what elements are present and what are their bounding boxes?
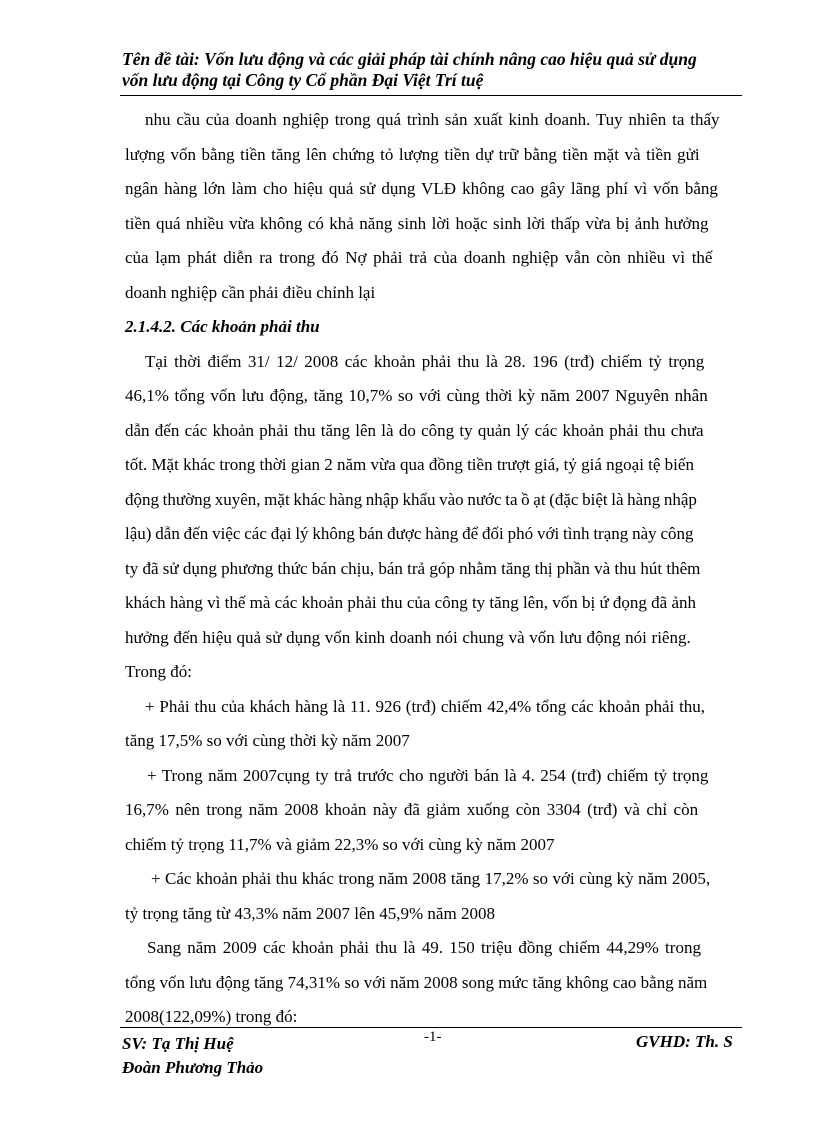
text-line: 16,7% nên trong năm 2008 khoản này đã giảm xuống còn 3304 (trđ) và chỉ còn [125,800,699,819]
paragraph-6 [125,931,737,1035]
paragraph-4 [125,759,737,863]
text-line: tăng 17,5% so với cùng thời kỳ năm 2007 [125,731,410,750]
text-line: Sang năm 2009 các khoản phải thu là 49. 150 triệu đồng chiếm 44,29% trong [147,938,701,957]
header-title-line-1: Tên đề tài: Vốn lưu động và các giải pháp tài chính nâng cao hiệu quả sử dụng [122,49,697,69]
header-rule [120,95,742,96]
text-line: 46,1% tổng vốn lưu động, tăng 10,7% so với cùng thời kỳ năm 2007 Nguyên nhân [125,386,708,405]
text-line: tổng vốn lưu động tăng 74,31% so với năm 2008 song mức tăng không cao bằng năm [125,972,708,992]
document-header [122,49,742,91]
text-line: động thường xuyên, mặt khác hàng nhập khẩu vào nước ta ồ ạt (đặc biệt là hàng nhập [125,489,697,509]
text-line: + Trong năm 2007cụng ty trả trước cho người bán là 4. 254 (trđ) chiếm tỷ trọng [147,765,709,785]
section-heading [125,310,737,345]
paragraph-1 [125,103,737,310]
heading-2-1-4-2: 2.1.4.2. Các khoản phải thu [125,317,320,336]
text-line: Trong đó: [125,662,192,681]
text-line: lậu) dẫn đến việc các đại lý không bán được hàng để đối phó với tình trạng này công [125,524,694,543]
footer-student [122,1032,263,1080]
text-line: + Phải thu của khách hàng là 11. 926 (trđ) chiếm 42,4% tổng các khoản phải thu, [145,696,706,716]
student-name-1: SV: Tạ Thị Huệ [122,1034,234,1053]
paragraph-5 [125,862,737,931]
footer-rule [120,1027,742,1028]
student-name-2: Đoàn Phương Thảo [122,1058,264,1077]
text-line: của lạm phát diễn ra trong đó Nợ phải trả của doanh nghiệp vẫn còn nhiều vì thế [125,248,713,267]
paragraph-3 [125,690,737,759]
paragraph-2 [125,345,737,690]
text-line: ty đã sử dụng phương thức bán chịu, bán trả góp nhằm tăng thị phần và thu hút thêm [125,558,701,578]
header-title-line-2: vốn lưu động tại Công ty Cổ phần Đại Việt Trí tuệ [122,70,484,90]
text-line: lượng vốn bằng tiền tăng lên chứng tỏ lượng tiền dự trữ bằng tiền mặt và tiền gửi [125,144,700,164]
text-line: doanh nghiệp cần phải điều chỉnh lại [125,282,376,302]
text-line: dẫn đến các khoản phải thu tăng lên là do công ty quản lý các khoản phải thu chưa [125,420,704,440]
text-line: khách hàng vì thế mà các khoản phải thu của công ty tăng lên, vốn bị ứ đọng đã ảnh [125,593,696,612]
text-line: 2008(122,09%) trong đó: [125,1007,298,1026]
page-body [125,103,737,1035]
text-line: tốt. Mặt khác trong thời gian 2 năm vừa qua đồng tiền trượt giá, tỷ giá ngoại tệ biến [125,455,694,474]
text-line: chiếm tỷ trọng 11,7% và giảm 22,3% so với cùng kỳ năm 2007 [125,834,555,854]
text-line: nhu cầu của doanh nghiệp trong quá trình sản xuất kinh doanh. Tuy nhiên ta thấy [145,110,720,129]
footer-advisor: GVHD: Th. S [636,1032,733,1051]
text-line: tiền quá nhiều vừa không có khả năng sinh lời hoặc sinh lời thấp vừa bị ảnh hưởng [125,213,709,233]
text-line: tỷ trọng tăng từ 43,3% năm 2007 lên 45,9% năm 2008 [125,903,495,923]
text-line: Tại thời điểm 31/ 12/ 2008 các khoản phải thu là 28. 196 (trđ) chiếm tỷ trọng [145,351,705,371]
page-number: -1- [424,1029,442,1045]
text-line: + Các khoản phải thu khác trong năm 2008 tăng 17,2% so với cùng kỳ năm 2005, [151,869,711,888]
text-line: ngân hàng lớn làm cho hiệu quả sử dụng VLĐ không cao gây lãng phí vì vốn bằng [125,179,718,198]
text-line: hưởng đến hiệu quả sử dụng vốn kinh doanh nói chung và vốn lưu động nói riêng. [125,627,691,647]
